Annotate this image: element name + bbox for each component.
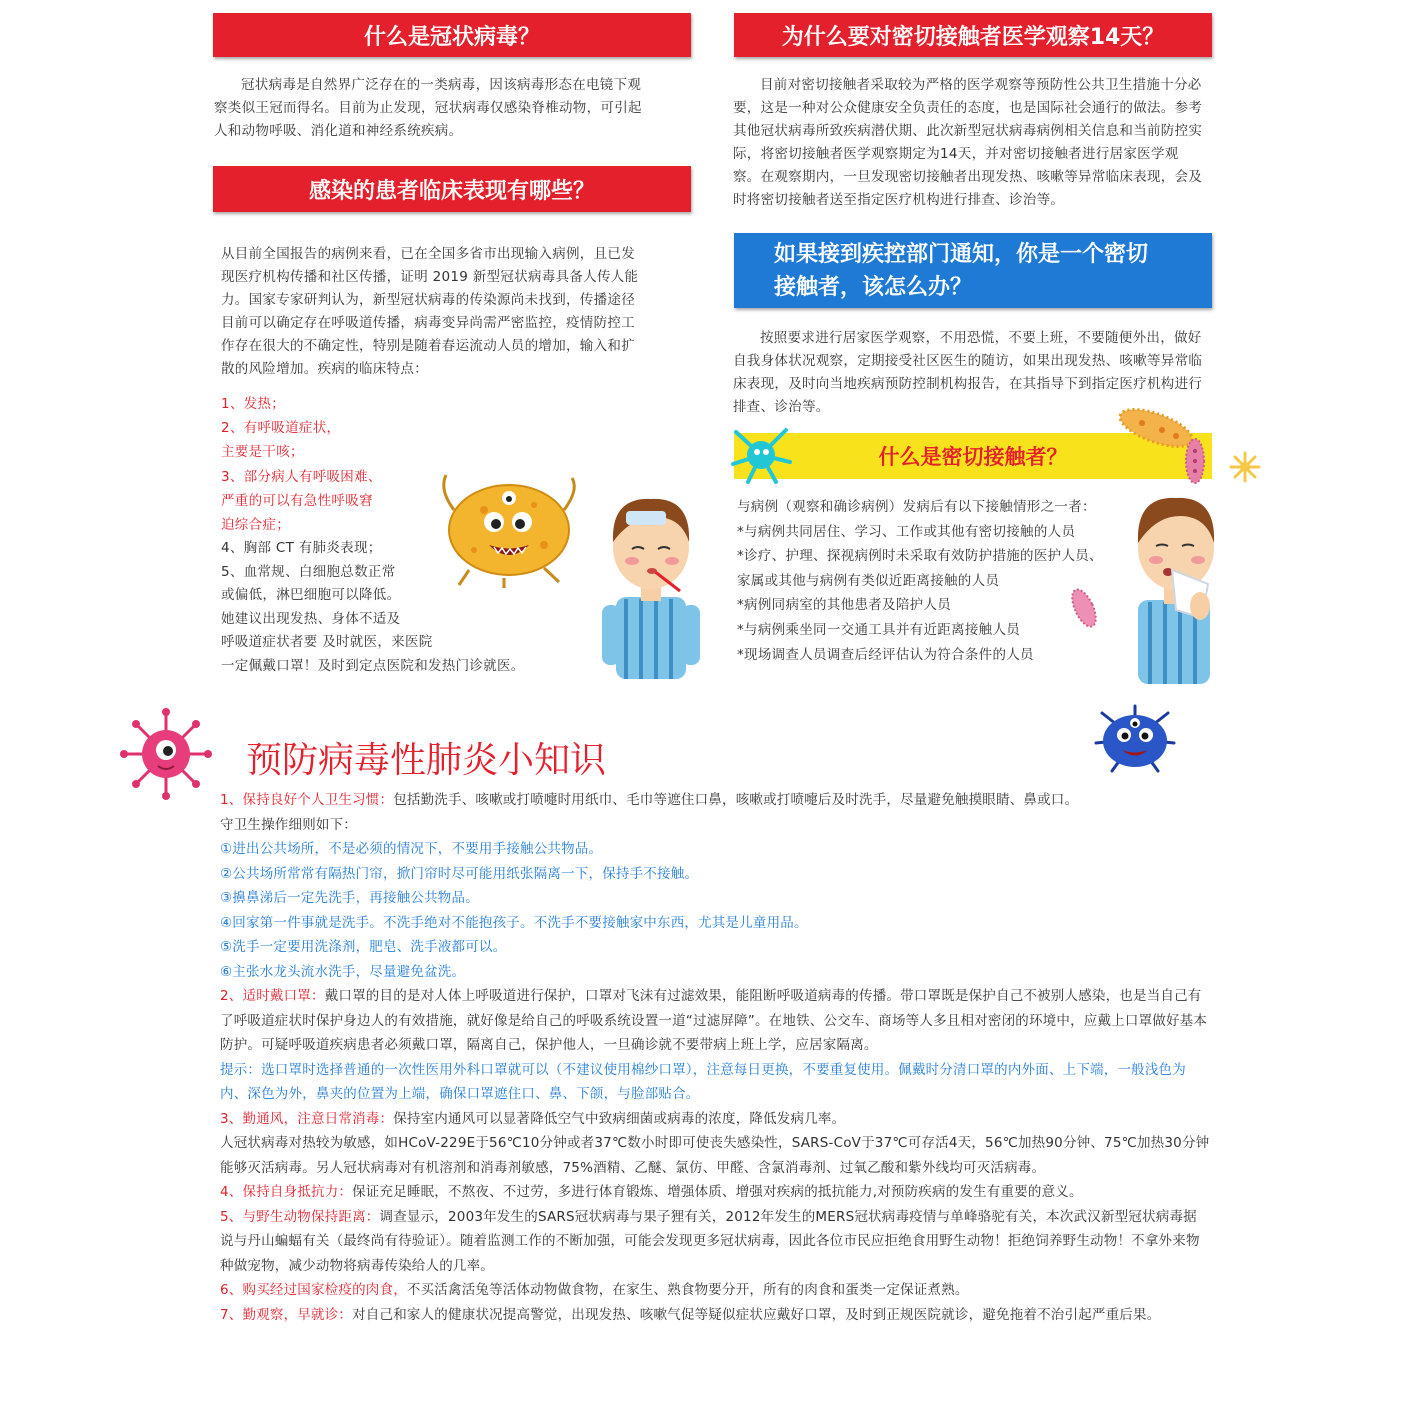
pink-bacteria-icon [1182, 436, 1208, 486]
item-3-text: 保持室内通风可以显著降低空气中致病细菌或病毒的浓度，降低发病几率。 [393, 1110, 846, 1127]
symptom-line: 一定佩戴口罩！及时到定点医院和发热门诊就医。 [221, 657, 525, 674]
item-4 [220, 1180, 1210, 1205]
banner-what-is-coronavirus: 什么是冠状病毒？ [213, 13, 691, 57]
symptom-line: 主要是干咳； [221, 444, 304, 461]
item-1-label: 1、保持良好个人卫生习惯： [220, 792, 394, 808]
blue-virus-icon [1092, 703, 1178, 775]
symptom-line: 呼吸道症状者要 及时就医，来医院 [221, 634, 433, 651]
symptom-line: 5、血常规、白细胞总数正常 [221, 563, 396, 580]
yellow-sparkle-icon [1228, 450, 1262, 484]
item-5 [220, 1205, 1210, 1279]
para-home-observation: 按照要求进行居家医学观察，不用恐慌，不要上班，不要随便外出，做好自我身体状况观察，定期接受社区医生的随访，如果出现发热、咳嗽等异常临床表现，及时向当地疾病预防控制机构报告，在其指导下到指定医疗机构进行排查、诊治等。 [733, 330, 1203, 415]
item-6-label: 6、购买经过国家检疫的肉食， [220, 1282, 407, 1298]
rule-line: ⑤洗手一定要用洗涤剂，肥皂、洗手液都可以。 [220, 939, 507, 955]
item-1-text: 包括勤洗手、咳嗽或打喷嚏时用纸巾、毛巾等遮住口鼻，咳嗽或打喷嚏后及时洗手，尽量避免触摸眼睛、鼻或口。 [393, 792, 1079, 808]
symptom-line: 3、部分病人有呼吸困难、 [221, 468, 382, 485]
item-2-text: 戴口罩的目的是对人体上呼吸道进行保护，口罩对飞沫有过滤效果，能阻断呼吸道病毒的传播。带口罩既是保护自己不被别人感染，也是当自己有了呼吸道症状时保护身边人的有效措施，就好像是给自己的呼吸系统设置一道“过滤屏障”。在地铁、公交车、商场等人多且相对密闭的环境中，应戴上口罩做好基本防护。可疑呼吸道疾病患者必须戴口罩，隔离自己，保护他人，一旦确诊就不要带病上班上学，应居家隔离。 [220, 988, 1208, 1053]
symptom-line: 2、有呼吸道症状， [221, 420, 341, 437]
contact-line: *现场调查人员调查后经评估认为符合条件的人员 [737, 646, 1034, 663]
item-3 [220, 1107, 1210, 1132]
symptom-line: 严重的可以有急性呼吸窘 [221, 492, 373, 509]
item-4-text: 保证充足睡眠，不熬夜、不过劳，多进行体育锻炼、增强体质、增强对疾病的抵抗能力,对预防疾病的发生有重要的意义。 [352, 1184, 1083, 1200]
section-title-prevention: 预防病毒性肺炎小知识 [246, 740, 607, 781]
cyan-virus-icon [728, 424, 794, 486]
sick-boy-thermometer-illustration [596, 487, 706, 679]
pink-bacteria-small-icon [1064, 582, 1104, 634]
item-5-text: 调查显示，2003年发生的SARS冠状病毒与果子狸有关，2012年发生的MERS冠状病毒疫情与单峰骆驼有关，本次武汉新型冠状病毒据说与丹山蝙蝠有关（最终尚有待验证）。随着监测工作的不断加强，可能会发现更多冠状病毒，因此各位市民应拒绝食用野生动物！拒绝饲养野生动物！不拿外来物种做宠物，减少动物将病毒传染给人的几率。 [220, 1208, 1200, 1274]
rule-line: ③擤鼻涕后一定先洗手，再接触公共物品。 [220, 890, 479, 906]
item-4-label: 4、保持自身抵抗力： [220, 1184, 353, 1200]
banner-why-14-days: 为什么要对密切接触者医学观察14天？ [734, 13, 1212, 57]
sneezing-boy-illustration [1128, 488, 1220, 684]
para-14-days: 目前对密切接触者采取较为严格的医学观察等预防性公共卫生措施十分必要，这是一种对公众健康安全负责任的态度，也是国际社会通行的做法。参考其他冠状病毒所致疾病潜伏期、此次新型冠状病毒病例相关信息和当前防控实际，将密切接触者医学观察期定为14天，并对密切接触者进行居家医学观察。在观察期内，一旦发现密切接触者出现发热、咳嗽等异常临床表现，会及时将密切接触者送至指定医疗机构进行排查、诊治等。 [733, 77, 1203, 208]
symptom-line: 4、胸部 CT 有肺炎表现； [221, 540, 382, 556]
item-7-text: 对自己和家人的健康状况提高警觉，出现发热、咳嗽气促等疑似症状应戴好口罩，及时到正规医院就诊，避免拖着不治引起严重后果。 [352, 1306, 1161, 1323]
banner-what-is-close-contact: 什么是密切接触者？ [734, 433, 1212, 479]
item-6 [220, 1278, 1210, 1303]
rule-line: ④回家第一件事就是洗手。不洗手绝对不能抱孩子。不洗手不要接触家中东西，尤其是儿童用品。 [220, 914, 808, 931]
item-3-more: 人冠状病毒对热较为敏感，如HCoV-229E于56℃10分钟或者37℃数小时即可使丧失感染性，SARS-CoV于37℃可存活4天，56℃加热90分钟、75℃加热30分钟能够灭活病毒。另人冠状病毒对有机溶剂和消毒剂敏感，75%酒精、乙醚、氯仿、甲醛、含氯消毒剂、过氧乙酸和紫外线均可灭活病毒。 [220, 1135, 1210, 1176]
contact-line: 与病例（观察和确诊病例）发病后有以下接触情形之一者： [737, 499, 1096, 515]
symptom-line: 1、发热； [221, 396, 286, 412]
banner-clinical-symptoms: 感染的患者临床表现有哪些？ [213, 166, 691, 212]
item-2-label: 2、适时戴口罩： [220, 988, 325, 1004]
banner-line: 如果接到疾控部门通知，你是一个密切 [774, 241, 1149, 267]
contact-line: 家属或其他与病例有类似近距离接触的人员 [737, 572, 1000, 589]
yellow-virus-illustration [434, 470, 584, 590]
item-1 [220, 788, 1210, 813]
pink-virus-icon [118, 706, 214, 802]
item-2 [220, 984, 1210, 1058]
contact-line: *与病例乘坐同一交通工具并有近距离接触人员 [737, 621, 1021, 638]
contact-line: *诊疗、护理、探视病例时未采取有效防护措施的医护人员、 [737, 548, 1103, 565]
contact-line: *与病例共同居住、学习、工作或其他有密切接触的人员 [737, 523, 1076, 540]
para-clinical: 从目前全国报告的病例来看，已在全国多省市出现输入病例，且已发现医疗机构传播和社区传播，证明 2019 新型冠状病毒具备人传人能力。国家专家研判认为，新型冠状病毒的传染源尚未找到，传播途径目前可以确定存在呼吸道传播，病毒变异尚需严密监控，疫情防控工作存在很大的不确定性，特别是随着春运流动人员的增加，输入和扩散的风险增加。疾病的临床特点： [221, 246, 639, 377]
item-7 [220, 1303, 1210, 1328]
contact-line: *病例同病室的其他患者及陪护人员 [737, 597, 952, 614]
item-5-label: 5、与野生动物保持距离： [220, 1208, 380, 1225]
banner-close-contact-notified [734, 233, 1212, 308]
mask-tip: 提示：选口罩时选择普通的一次性医用外科口罩就可以（不建议使用棉纱口罩），注意每日更换，不要重复使用。佩戴时分清口罩的内外面、上下端，一般浅色为内、深色为外，鼻夹的位置为上端，确保口罩遮住口、鼻、下颌，与脸部贴合。 [220, 1061, 1186, 1102]
prevention-content [220, 788, 1210, 1327]
rule-line: ⑥主张水龙头流水洗手，尽量避免盆洗。 [220, 963, 466, 980]
rule-line: ①进出公共场所，不是必须的情况下，不要用手接触公共物品。 [220, 841, 603, 857]
banner-line: 接触者，该怎么办？ [774, 274, 973, 300]
item-1-sub: 守卫生操作细则如下： [220, 816, 357, 833]
symptom-line: 迫综合症； [221, 517, 290, 534]
symptom-line: 或偏低，淋巴细胞可以降低。 [221, 587, 401, 604]
item-6-text: 不买活禽活兔等活体动物做食物，在家生、熟食物要分开，所有的肉食和蛋类一定保证煮熟。 [406, 1282, 969, 1298]
para-coronavirus: 冠状病毒是自然界广泛存在的一类病毒，因该病毒形态在电镜下观察类似王冠而得名。目前为止发现，冠状病毒仅感染脊椎动物，可引起人和动物呼吸、消化道和神经系统疾病。 [214, 77, 642, 139]
item-7-label: 7、勤观察，早就诊： [220, 1306, 353, 1323]
symptom-line: 她建议出现发热、身体不适及 [221, 610, 401, 627]
rule-line: ②公共场所常常有隔热门帘，掀门帘时尽可能用纸张隔离一下，保持手不接触。 [220, 865, 699, 882]
symptom-list-red [221, 392, 461, 537]
item-3-label: 3、勤通风，注意日常消毒： [220, 1110, 394, 1127]
